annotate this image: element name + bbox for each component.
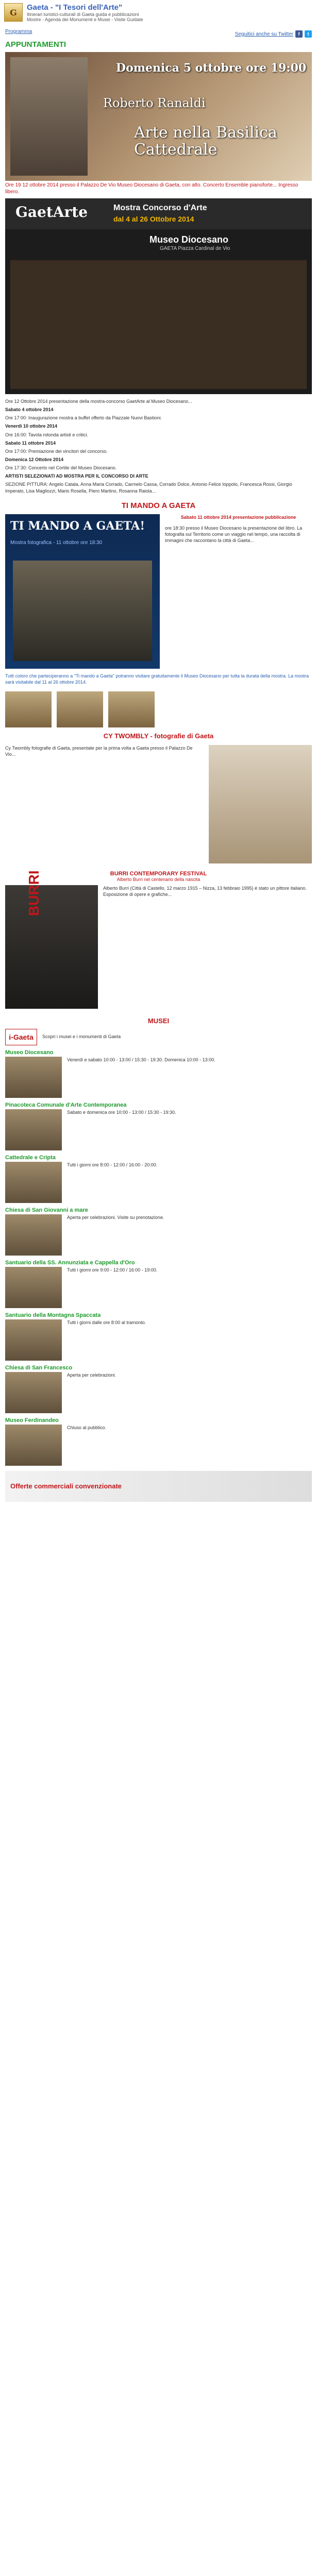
place-image[interactable] bbox=[5, 1162, 62, 1203]
cy-section bbox=[0, 730, 317, 743]
festival-subtitle: Alberto Burri nel centenario della nascita bbox=[116, 876, 201, 882]
cy-content bbox=[0, 743, 317, 866]
place-item bbox=[0, 1258, 317, 1310]
igaeta-text: Scopri i musei e i monumenti di Gaeta bbox=[42, 1034, 121, 1040]
programma-link[interactable]: Programma bbox=[5, 29, 32, 35]
igaeta-row bbox=[0, 1027, 317, 1047]
mostra-line: Domenica 12 Ottobre 2014 bbox=[5, 456, 64, 462]
place-text: Tutti i giorni ore 8:00 - 12:00 / 16:00 - 20:00. bbox=[67, 1162, 158, 1167]
place-text: Tutti i giorni ore 9:00 - 12:00 / 16:00 - 19:00. bbox=[67, 1267, 158, 1273]
poster-museo: Museo Diocesano bbox=[149, 234, 229, 245]
place-title[interactable]: Pinacoteca Comunale d'Arte Contemporanea bbox=[5, 1101, 127, 1108]
ti-mando-thumbs bbox=[0, 689, 317, 730]
place-title[interactable]: Museo Diocesano bbox=[5, 1049, 54, 1056]
place-text: Aperta per celebrazioni. Visite su prenotazione. bbox=[67, 1214, 164, 1220]
place-text: Aperta per celebrazioni. bbox=[67, 1372, 116, 1378]
poster-gaetarte: GaetArte bbox=[15, 204, 88, 221]
site-title[interactable]: Gaeta - "I Tesori dell'Arte" bbox=[27, 3, 123, 12]
ti-mando-notes bbox=[0, 671, 317, 689]
footer bbox=[0, 1505, 317, 1546]
festival-title: BURRI CONTEMPORARY FESTIVAL bbox=[110, 870, 207, 877]
header bbox=[0, 0, 317, 28]
thumbnail-image[interactable] bbox=[5, 691, 52, 727]
mostra-line: Ore 12 Ottobre 2014 presentazione della mostra-concorso GaetArte al Museo Diocesano... bbox=[5, 399, 192, 404]
place-item bbox=[0, 1100, 317, 1153]
site-subtitle-2: Mostre - Agenda dei Monumenti e Musei - Visite Guidate bbox=[27, 17, 143, 22]
place-item bbox=[0, 1153, 317, 1205]
poster-mostra: Mostra Concorso d'Arte bbox=[113, 204, 207, 212]
facebook-icon[interactable]: f bbox=[295, 30, 303, 38]
section-title-musei: MUSEI bbox=[147, 1016, 170, 1025]
poster-artwork bbox=[10, 260, 307, 389]
place-title[interactable]: Santuario della SS. Annunziata e Cappella d'Oro bbox=[5, 1259, 135, 1266]
place-image[interactable] bbox=[5, 1109, 62, 1150]
thumbnail-image[interactable] bbox=[108, 691, 155, 727]
offers-banner[interactable]: Offerte commerciali convenzionate bbox=[5, 1471, 312, 1502]
place-text: Sabato e domenica ore 10:00 - 13:00 / 15:30 - 19:30. bbox=[67, 1109, 176, 1115]
cy-image[interactable] bbox=[209, 745, 312, 863]
igaeta-logo[interactable]: i-Gaeta bbox=[5, 1029, 37, 1045]
artisti-title: ARTISTI SELEZIONATI AD MOSTRA PER IL CONCORSO DI ARTE bbox=[5, 473, 148, 479]
burri-poster[interactable] bbox=[5, 870, 98, 1009]
hero-banner[interactable] bbox=[5, 52, 312, 181]
ti-mando-poster-title: TI MANDO A GAETA! bbox=[10, 519, 145, 533]
site-logo[interactable]: G bbox=[4, 3, 23, 22]
header-text bbox=[27, 3, 143, 22]
mostra-line: Venerdì 10 ottobre 2014 bbox=[5, 423, 58, 429]
top-links bbox=[0, 28, 317, 39]
ti-mando-poster-sub: Mostra fotografica - 11 ottobre ore 18:30 bbox=[10, 539, 103, 546]
place-title[interactable]: Santuario della Montagna Spaccata bbox=[5, 1312, 101, 1318]
place-title[interactable]: Museo Ferdinandeo bbox=[5, 1417, 59, 1423]
thumbnail-image[interactable] bbox=[57, 691, 103, 727]
place-title[interactable]: Chiesa di San Francesco bbox=[5, 1364, 73, 1371]
hero-date: Domenica 5 ottobre ore 19:00 bbox=[116, 61, 307, 75]
place-item bbox=[0, 1363, 317, 1415]
section-title-appuntamenti: APPUNTAMENTI bbox=[5, 40, 66, 49]
social-links bbox=[235, 29, 312, 39]
poster-piazza: GAETA Piazza Cardinal de Vio bbox=[160, 246, 230, 251]
place-text: Tutti i giorni dalle ore 8:00 al tramonto. bbox=[67, 1319, 146, 1325]
mostra-line: Ore 17:00: Premiazione dei vincitori del concorso. bbox=[5, 448, 108, 454]
cy-text: Cy Twombly fotografie di Gaeta, presentate per la prima volta a Gaeta presso il Palazzo De Vio... bbox=[5, 745, 193, 757]
site-subtitle: Itinerari turistici-culturali di Gaeta guida e pubblicazioni bbox=[27, 12, 139, 17]
ti-mando-right-text bbox=[165, 514, 312, 669]
place-image[interactable] bbox=[5, 1319, 62, 1361]
place-image[interactable] bbox=[5, 1267, 62, 1308]
burri-poster-label: BURRI bbox=[26, 870, 42, 916]
hero-title-2: Arte nella Basilica Cattedrale bbox=[134, 124, 277, 159]
poster-dates: dal 4 al 26 Ottobre 2014 bbox=[113, 215, 194, 223]
ti-mando-section bbox=[0, 512, 317, 671]
ti-mando-body: ore 18:30 presso il Museo Diocesano la presentazione del libro. La fotografia sul Territorio come un viaggio nel tempo, una raccolta di immagini che raccontano la città di Gaeta... bbox=[165, 525, 303, 544]
hero-title-1: Roberto Ranaldi bbox=[103, 96, 206, 110]
section-title-ti-mando: TI MANDO A GAETA bbox=[121, 501, 196, 510]
mostra-line: Sabato 11 ottobre 2014 bbox=[5, 440, 56, 446]
place-item bbox=[0, 1415, 317, 1468]
red-note: Ore 19 12 ottobre 2014 presso il Palazzo De Vio Museo Diocesano di Gaeta, con alto. Concerto Ensemble pianoforte... Ingresso libero. bbox=[5, 182, 298, 195]
place-image[interactable] bbox=[5, 1372, 62, 1413]
ti-mando-poster-photo bbox=[13, 561, 152, 661]
place-title[interactable]: Cattedrale e Cripta bbox=[5, 1154, 56, 1161]
mostra-text bbox=[0, 396, 317, 498]
mostra-line: Ore 17:00: Inaugurazione mostra a buffet offerto da Piazzale Nuovi Bastioni. bbox=[5, 415, 162, 421]
place-title[interactable]: Chiesa di San Giovanni a mare bbox=[5, 1207, 88, 1213]
twitter-link[interactable]: Seguitici anche su Twitter bbox=[235, 31, 293, 37]
place-image[interactable] bbox=[5, 1057, 62, 1098]
mostra-line: Sabato 4 ottobre 2014 bbox=[5, 407, 54, 413]
twitter-icon[interactable]: t bbox=[305, 30, 312, 38]
burri-text: Alberto Burri (Città di Castello, 12 marzo 1915 – Nizza, 13 febbraio 1995) è stato un pittore italiano. Esposizione di opere e grafiche... bbox=[103, 885, 307, 897]
cy-title: CY TWOMBLY - fotografie di Gaeta bbox=[103, 732, 214, 740]
hero-photo bbox=[10, 57, 88, 176]
place-item bbox=[0, 1047, 317, 1100]
place-text: Venerdì e sabato 10:00 - 13:00 / 15:30 - 19:30. Domenica 10:00 - 13:00. bbox=[67, 1057, 215, 1062]
mostra-line: Ore 17:30: Concerto nel Cortile del Museo Diocesano. bbox=[5, 465, 117, 471]
ti-mando-poster[interactable] bbox=[5, 514, 160, 669]
place-text: Chiuso al pubblico. bbox=[67, 1425, 107, 1430]
mostra-line: Ore 16:00: Tavola rotonda artisti e critici. bbox=[5, 432, 88, 437]
place-item bbox=[0, 1310, 317, 1363]
place-item bbox=[0, 1205, 317, 1258]
place-image[interactable] bbox=[5, 1214, 62, 1256]
mostra-poster[interactable] bbox=[5, 198, 312, 394]
ti-mando-note: Tutti coloro che parteciperanno a "Ti mando a Gaeta" potranno visitare gratuitamente il Museo Diocesano per tutta la durata della mostra. La mostra sarà visitabile dal 11 al 26 ottobre 2014. bbox=[5, 673, 309, 685]
artisti-text: SEZIONE PITTURA: Angelo Catala, Anna Maria Corrado, Carmelo Cassa, Corrado Dolce, Antonio Felice Ioppolo, Francesca Rossi, Giorgio Imperato, Lisa Magliozzi, Mario Rosella, Piero Martino, Rosanna Raiola... bbox=[5, 482, 292, 494]
place-image[interactable] bbox=[5, 1425, 62, 1466]
ti-mando-red-heading: Sabato 11 ottobre 2014 presentazione pubblicazione bbox=[180, 514, 296, 520]
